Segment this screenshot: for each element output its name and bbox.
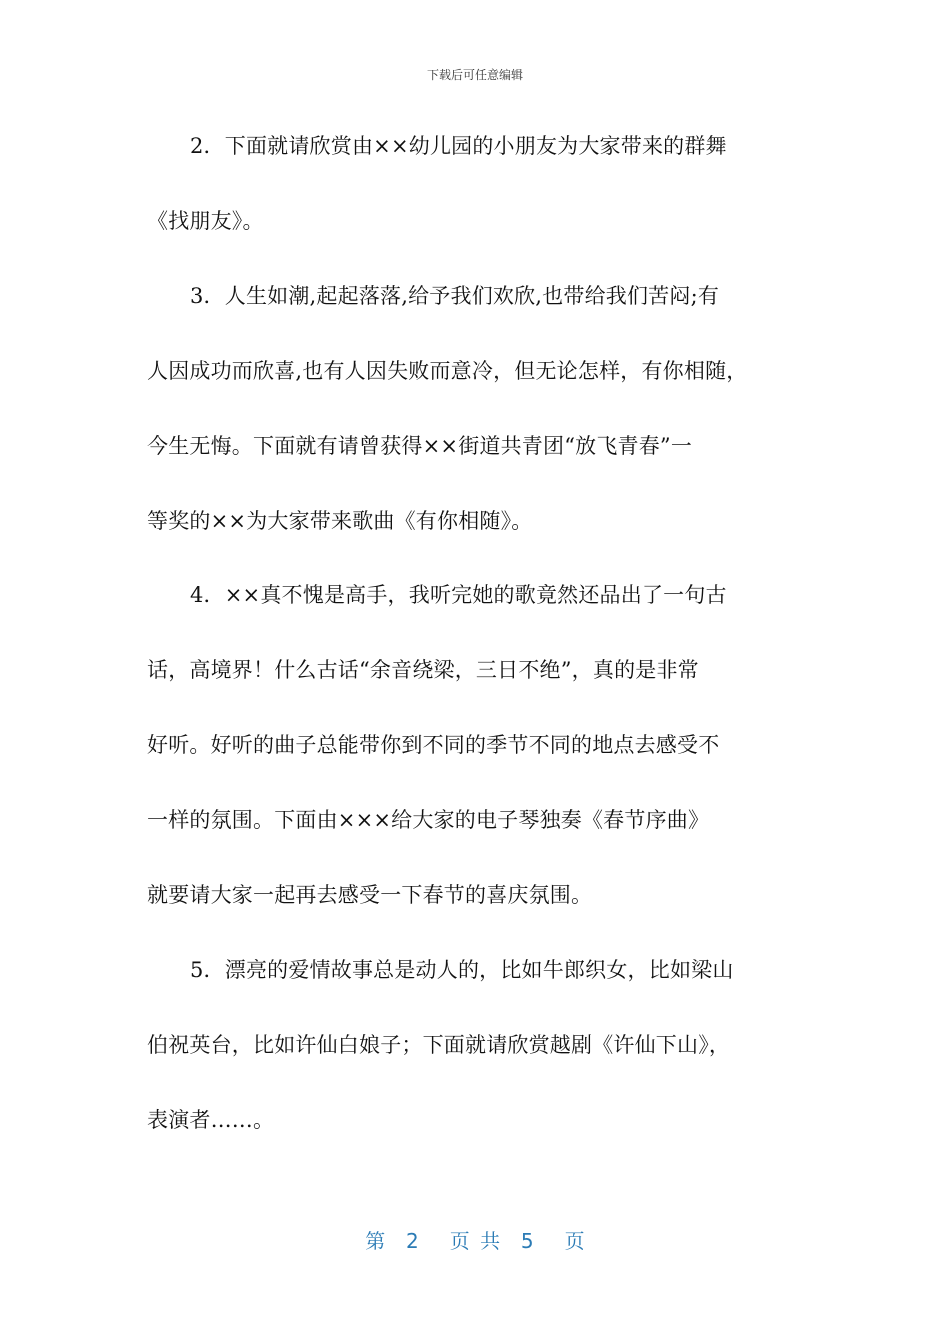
paragraph-line: 伯祝英台，比如许仙白娘子；下面就请欣赏越剧《许仙下山》， (147, 1033, 731, 1057)
page-number-footer: 第 2 页 共 5 页 (365, 1229, 585, 1253)
paragraph-line: 4．××真不愧是高手，我听完她的歌竟然还品出了一句古 (190, 583, 727, 607)
paragraph-line: 2．下面就请欣赏由××幼儿园的小朋友为大家带来的群舞 (190, 134, 727, 158)
paragraph-line: 就要请大家一起再去感受一下春节的喜庆氛围。 (147, 883, 593, 907)
paragraph-line: 今生无悔。下面就有请曾获得××街道共青团“放飞青春”一 (147, 434, 693, 458)
paragraph-line: 话，高境界！什么古话“余音绕梁，三日不绝”，真的是非常 (147, 658, 699, 682)
paragraph-line: 好听。好听的曲子总能带你到不同的季节不同的地点去感受不 (147, 733, 720, 757)
paragraph-line: 一样的氛围。下面由×××给大家的电子琴独奏《春节序曲》 (147, 808, 710, 832)
paragraph-line: 5．漂亮的爱情故事总是动人的，比如牛郎织女，比如梁山 (190, 958, 734, 982)
paragraph-line: 人因成功而欣喜,也有人因失败而意冷，但无论怎样，有你相随， (147, 359, 748, 383)
paragraph-line: 《找朋友》。 (147, 209, 264, 233)
paragraph-line: 等奖的××为大家带来歌曲《有你相随》。 (147, 509, 533, 533)
paragraph-line: 3．人生如潮,起起落落,给予我们欢欣,也带给我们苦闷;有 (190, 284, 720, 308)
paragraph-line: 表演者……。 (147, 1108, 275, 1132)
page-header: 下载后可任意编辑 (426, 68, 523, 82)
